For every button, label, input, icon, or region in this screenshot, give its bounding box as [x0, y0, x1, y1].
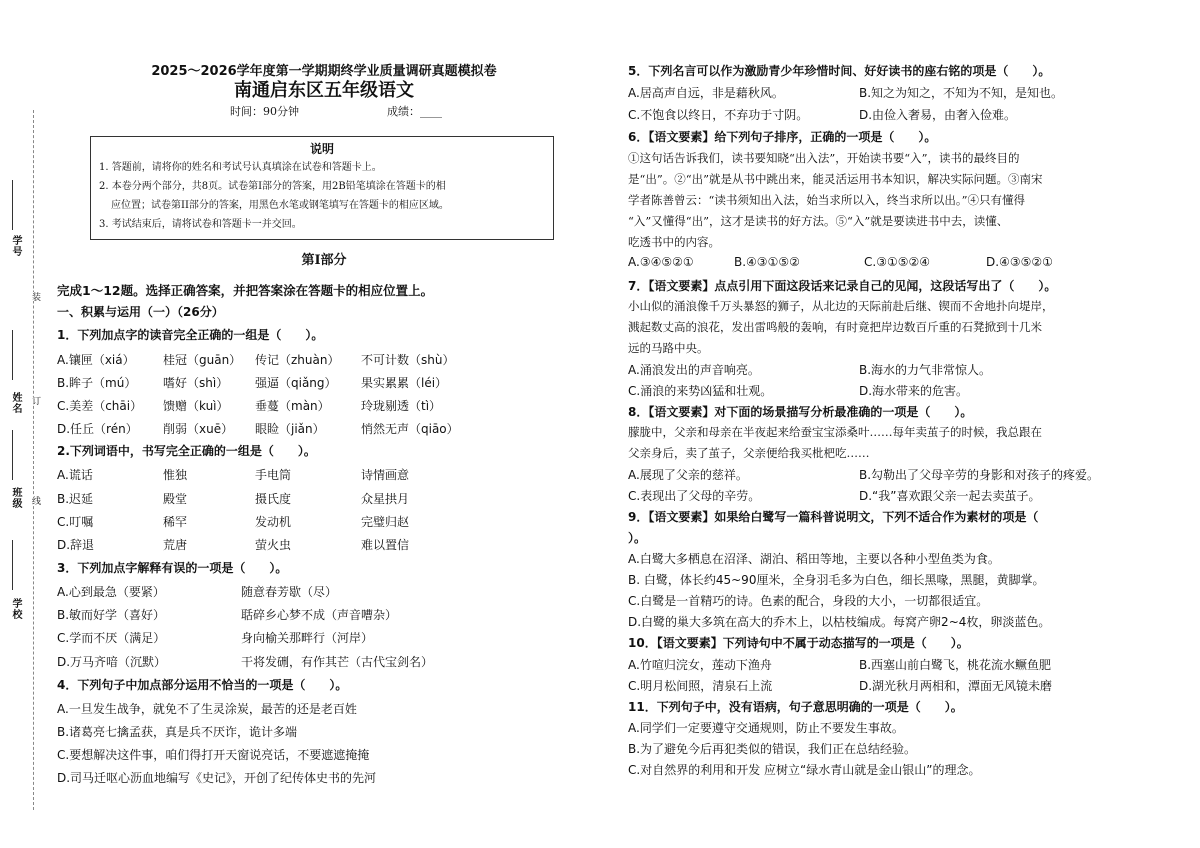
option-c: C.对自然界的利用和开发 应树立“绿水青山就是金山银山”的理念。 [628, 763, 981, 777]
option-cell: 难以置信 [361, 538, 410, 552]
option-cell: D.万马齐喑（沉默） [57, 655, 167, 669]
option-c: C.要想解决这件事，咱们得打开天窗说亮话，不要遮遮掩掩 [57, 748, 370, 762]
option-cell: 果实累累（léi） [361, 376, 448, 390]
notice-line: 应位置；试卷第II部分的答案，用黑色水笔或钢笔填写在答题卡的相应区域。 [111, 200, 449, 211]
option-cell: 惟独 [163, 468, 188, 482]
question-2-stem: 2.下列词语中，书写完全正确的一组是（ ）。 [57, 444, 316, 458]
option-cell: A.镶匣（xiá） [57, 353, 135, 367]
margin-label-class: 班级 [10, 487, 21, 509]
notice-box [90, 136, 554, 240]
option-cell: D.辞退 [57, 538, 95, 552]
option-cell: D.任丘（rén） [57, 422, 138, 436]
option-cell: D.由俭入奢易，由奢入俭难。 [859, 108, 1017, 122]
option-b: B.诸葛亮七擒孟获，真是兵不厌诈，诡计多端 [57, 725, 298, 739]
option-cell: 萤火虫 [255, 538, 292, 552]
option-b: B. 白鹭，体长约45~90厘米，全身羽毛多为白色，细长黑喙，黑腿，黄脚掌。 [628, 573, 1045, 587]
option-cell: B.迟延 [57, 492, 94, 506]
passage-line: ①这句话告诉我们，读书要知晓“出入法”，开始读书要“入”，读书的最终目的 [628, 151, 1020, 165]
margin-label-name: 姓名 [10, 392, 21, 414]
option-cell: C.表现出了父母的辛劳。 [628, 489, 761, 503]
question-10-stem: 10．【语文要素】下列诗句中不属于动态描写的一项是（ ）。 [628, 636, 969, 650]
option-cell: B.眸子（mú） [57, 376, 137, 390]
option-cell: A.心到最急（要紧） [57, 585, 165, 599]
option-cell: 完璧归赵 [361, 515, 410, 529]
option-cell: A.展现了父亲的慈祥。 [628, 468, 748, 482]
notice-heading: 说明 [309, 142, 334, 156]
option-cell: 玲珑剔透（tì） [361, 399, 442, 413]
question-7-stem: 7．【语文要素】点点引用下面这段话来记录自己的见闻，这段话写出了（ ）。 [628, 279, 1057, 293]
exam-time: 时间：90分钟 [230, 105, 299, 118]
option-cell: 诗情画意 [361, 468, 410, 482]
option-cell: C.③①⑤②④ [864, 255, 930, 269]
section-heading: 一、积累与运用（一）（26分） [57, 305, 224, 319]
left-column [55, 0, 593, 848]
option-cell: 削弱（xuē） [163, 422, 234, 436]
question-6-stem: 6．【语文要素】给下列句子排序，正确的一项是（ ）。 [628, 130, 937, 144]
option-cell: 手电筒 [255, 468, 292, 482]
instruction: 完成1～12题。选择正确答案，并把答案涂在答题卡的相应位置上。 [57, 283, 434, 298]
question-4-stem: 4．下列句子中加点部分运用不恰当的一项是（ ）。 [57, 678, 348, 692]
option-cell: 桂冠（guān） [163, 353, 242, 367]
margin-label-school: 学校 [10, 598, 21, 620]
question-9-stem-cont: ）。 [628, 531, 647, 545]
question-5-stem: 5．下列名言可以作为激励青少年珍惜时间、好好读书的座右铭的项是（ ）。 [628, 64, 1051, 78]
question-3-stem: 3．下列加点字解释有误的一项是（ ）。 [57, 561, 288, 575]
notice-line: 1. 答题前，请将你的姓名和考试号认真填涂在试卷和答题卡上。 [99, 162, 382, 173]
option-cell: 悄然无声（qiāo） [361, 422, 459, 436]
passage-line: “入”又懂得“出”，这才是读书的好方法。⑤“入”就是要读进书中去，读懂、 [628, 214, 1009, 228]
passage-line: 吃透书中的内容。 [628, 235, 720, 249]
passage-line: 是“出”。②“出”就是从书中跳出来，能灵活运用书本知识，解决实际问题。③南宋 [628, 172, 1043, 186]
exam-subtitle: 南通启东区五年级语文 [234, 80, 414, 101]
option-cell: D.湖光秋月两相和，潭面无风镜未磨 [859, 679, 1053, 693]
option-cell: 聒碎乡心梦不成（声音嘈杂） [241, 608, 398, 622]
part-heading: 第Ⅰ部分 [301, 253, 347, 268]
passage-line: 学者陈善曾云：“读书须知出入法，始当求所以入，终当求所以出。”④只有懂得 [628, 193, 1026, 207]
option-cell: B.敏而好学（喜好） [57, 608, 166, 622]
margin-fill-line [12, 330, 13, 380]
passage-line: 朦胧中，父亲和母亲在半夜起来给蚕宝宝添桑叶……每年卖茧子的时候，我总跟在 [628, 425, 1042, 439]
option-cell: B.海水的力气非常惊人。 [859, 363, 992, 377]
option-cell: 馈赠（kuì） [163, 399, 229, 413]
margin-fill-line [12, 540, 13, 590]
option-cell: C.学而不厌（满足） [57, 631, 166, 645]
margin-label-student-id: 学号 [10, 235, 21, 257]
passage-line: 小山似的涌浪像千万头暴怒的狮子，从北边的天际前赴后继、锲而不舍地扑向堤岸， [628, 299, 1054, 313]
margin-mark: 装 [30, 292, 40, 301]
option-cell: 强逼（qiǎng） [255, 376, 337, 390]
option-cell: B.知之为知之，不知为不知，是知也。 [859, 86, 1064, 100]
option-cell: 随意春芳歇（尽） [241, 585, 338, 599]
option-cell: D.④③⑤②① [986, 255, 1053, 269]
notice-line: 2. 本卷分两个部分，共8页。试卷第I部分的答案，用2B铅笔填涂在答题卡的相 [99, 181, 446, 192]
option-cell: D.“我”喜欢跟父亲一起去卖茧子。 [859, 489, 1041, 503]
option-cell: 不可计数（shù） [361, 353, 455, 367]
margin-fill-line [12, 430, 13, 480]
option-a: A.同学们一定要遵守交通规则，防止不要发生事故。 [628, 721, 904, 735]
option-d: D.白鹭的巢大多筑在高大的乔木上，以枯枝编成。每窝产卵2~4枚，卵淡蓝色。 [628, 615, 1051, 629]
margin-mark: 线 [30, 496, 40, 505]
question-9-stem: 9．【语文要素】如果给白鹭写一篇科普说明文，下列不适合作为素材的项是（ [628, 510, 1039, 524]
score-field: 成绩：____ [387, 105, 442, 118]
option-cell: 身向榆关那畔行（河岸） [241, 631, 374, 645]
margin-mark: 订 [30, 396, 40, 405]
margin-fill-line [12, 180, 13, 230]
binding-margin [0, 0, 50, 848]
notice-line: 3. 考试结束后，请将试卷和答题卡一并交回。 [99, 219, 302, 230]
passage-line: 溅起数丈高的浪花，发出雷鸣般的轰响，有时竟把岸边数百斤重的石凳掀到十几米 [628, 320, 1042, 334]
option-cell: B.西塞山前白鹭飞，桃花流水鳜鱼肥 [859, 658, 1052, 672]
option-cell: 垂蔓（màn） [255, 399, 330, 413]
option-cell: C.明月松间照，清泉石上流 [628, 679, 773, 693]
option-d: D.司马迁呕心沥血地编写《史记》，开创了纪传体史书的先河 [57, 771, 377, 785]
option-cell: 稀罕 [163, 515, 188, 529]
option-cell: A.谎话 [57, 468, 93, 482]
question-1-stem: 1．下列加点字的读音完全正确的一组是（ ）。 [57, 328, 324, 342]
option-cell: B.④③①⑤② [734, 255, 800, 269]
option-cell: 嗜好（shì） [163, 376, 229, 390]
option-c: C.白鹭是一首精巧的诗。色素的配合，身段的大小，一切都很适宜。 [628, 594, 989, 608]
option-cell: 干将发硎，有作其芒（古代宝剑名） [241, 655, 434, 669]
option-cell: D.海水带来的危害。 [859, 384, 969, 398]
option-cell: A.涌浪发出的声音响亮。 [628, 363, 760, 377]
option-cell: 摄氏度 [255, 492, 292, 506]
option-a: A.一旦发生战争，就免不了生灵涂炭，最苦的还是老百姓 [57, 702, 357, 716]
exam-title: 2025～2026学年度第一学期期终学业质量调研真题模拟卷 [151, 64, 497, 79]
option-a: A.白鹭大多栖息在沼泽、湖泊、稻田等地，主要以各种小型鱼类为食。 [628, 552, 1000, 566]
option-cell: C.不饱食以终日，不弃功于寸阴。 [628, 108, 809, 122]
passage-line: 父亲身后，卖了茧子，父亲便给我买枇杷吃…… [628, 446, 870, 460]
option-cell: 殿堂 [163, 492, 188, 506]
option-cell: B.勾勒出了父母辛劳的身影和对孩子的疼爱。 [859, 468, 1100, 482]
option-cell: 发动机 [255, 515, 292, 529]
right-column [626, 0, 1158, 848]
option-cell: C.美差（chāi） [57, 399, 143, 413]
option-cell: 传记（zhuàn） [255, 353, 340, 367]
cut-line [33, 110, 34, 810]
option-cell: A.③④⑤②① [628, 255, 694, 269]
option-cell: A.居高声自远，非是藉秋风。 [628, 86, 784, 100]
option-cell: 众星拱月 [361, 492, 410, 506]
option-cell: 眼睑（jiǎn） [255, 422, 325, 436]
option-b: B.为了避免今后再犯类似的错误，我们正在总结经验。 [628, 742, 917, 756]
question-8-stem: 8．【语文要素】对下面的场景描写分析最准确的一项是（ ）。 [628, 405, 973, 419]
question-11-stem: 11．下列句子中，没有语病，句子意思明确的一项是（ ）。 [628, 700, 963, 714]
option-cell: C.叮嘱 [57, 515, 94, 529]
option-cell: 荒唐 [163, 538, 188, 552]
option-cell: C.涌浪的来势凶猛和壮观。 [628, 384, 773, 398]
passage-line: 远的马路中央。 [628, 341, 709, 355]
option-cell: A.竹喧归浣女，莲动下渔舟 [628, 658, 772, 672]
